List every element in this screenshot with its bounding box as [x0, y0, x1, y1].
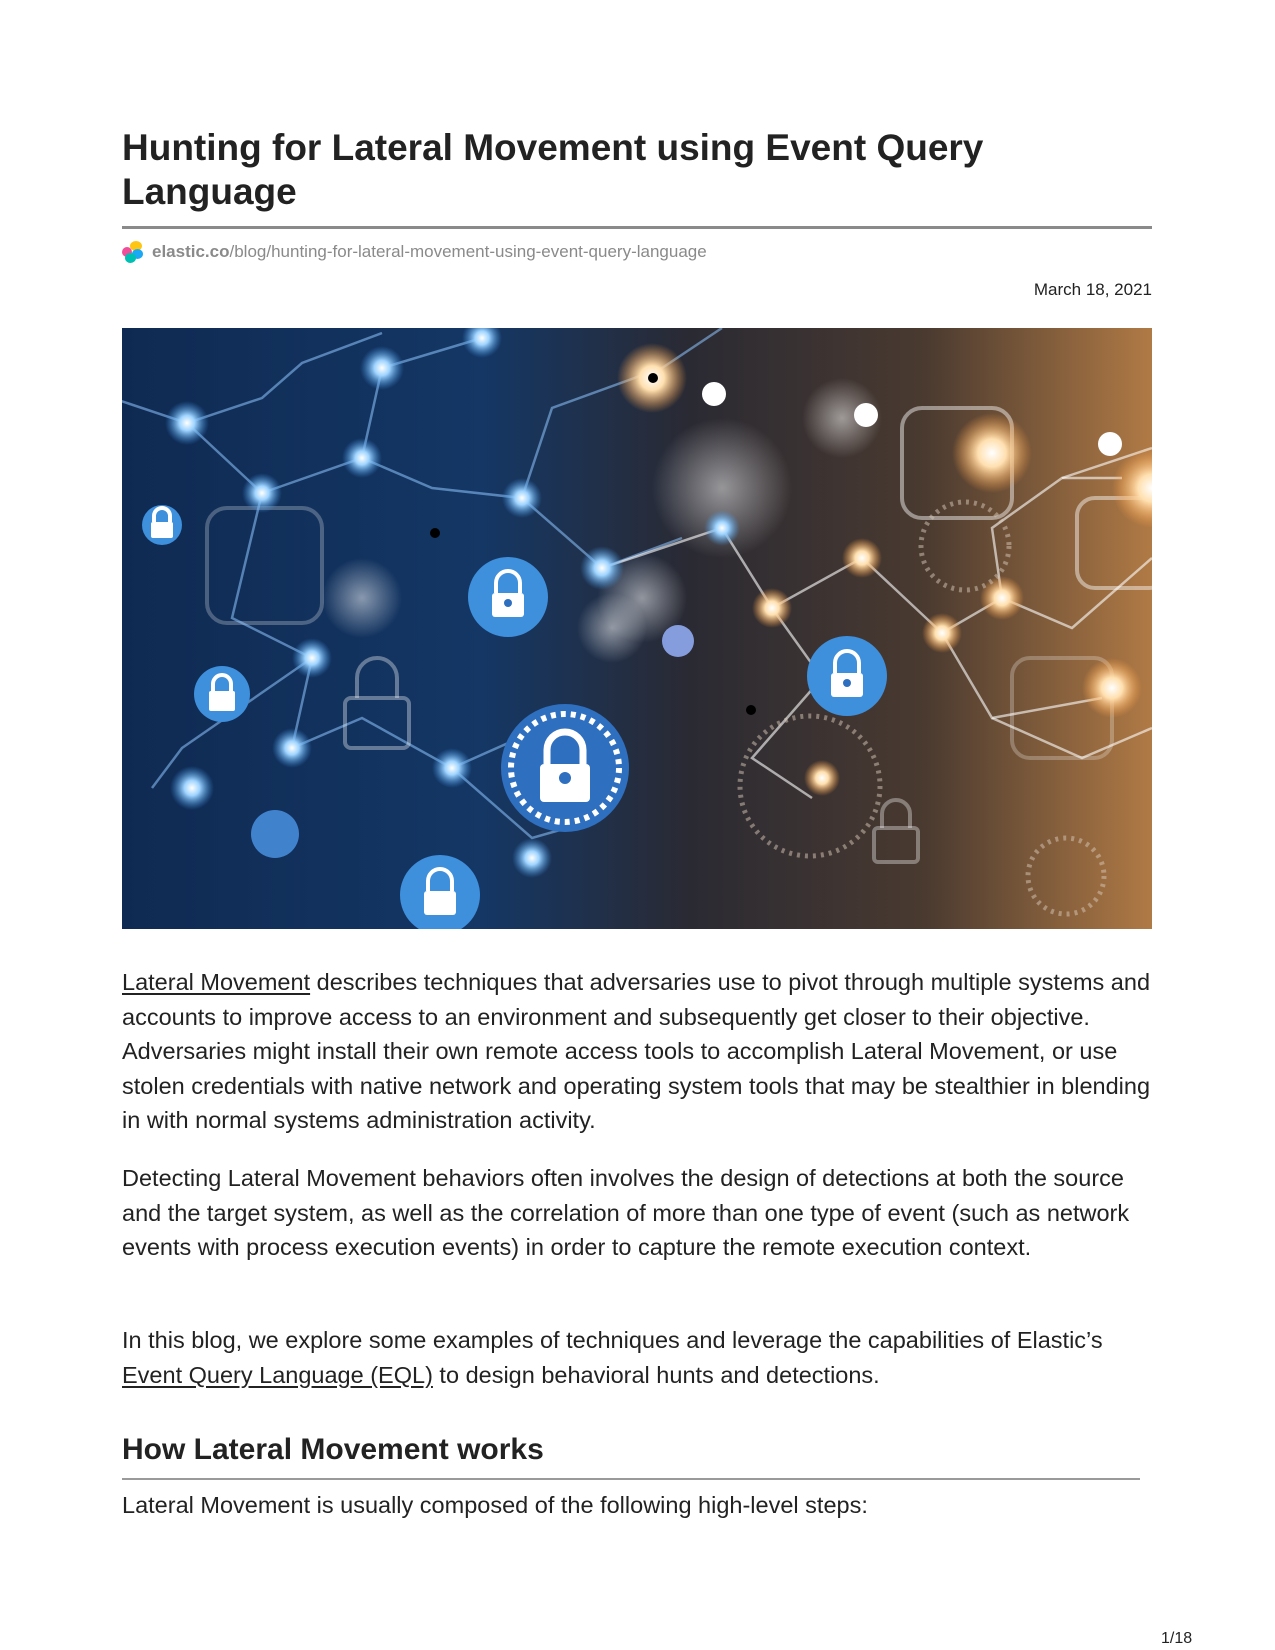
intro-paragraph-text: describes techniques that adversaries use to pivot through multiple systems and accounts to improve access to an environment and subsequently get closer to their objective. Adversaries might install their own remote access tools to accomplish Lateral Movement, or use stolen credentials with native network and operating system tools that may be stealthier in blending in with normal systems administration activity. — [122, 969, 1151, 1133]
article-title: Hunting for Lateral Movement using Event Query Language — [122, 127, 984, 212]
lateral-movement-link[interactable]: Lateral Movement — [122, 969, 311, 995]
section-heading: How Lateral Movement works — [122, 1433, 544, 1466]
eql-link[interactable]: Event Query Language (EQL) — [122, 1361, 433, 1388]
detection-paragraph: Detecting Lateral Movement behaviors often involves the design of detections at both the source and the target system, as well as the correlation of more than one type of event (such as network events with process execution events) in order to capture the remote execution context. — [122, 1165, 1130, 1260]
section-divider — [122, 1478, 1140, 1480]
elastic-logo-icon — [122, 241, 144, 263]
page-number: 1/18 — [1161, 1630, 1193, 1647]
eql-paragraph-after: to design behavioral hunts and detections. — [432, 1361, 880, 1388]
network-padlock-hero-image — [122, 328, 1152, 929]
intro-paragraph — [122, 965, 1152, 1138]
eql-paragraph-before: In this blog, we explore some examples of techniques and leverage the capabilities of Elastic’s — [122, 1327, 1103, 1353]
title-divider — [122, 226, 1152, 229]
eql-paragraph — [122, 1323, 1152, 1392]
publish-date: March 18, 2021 — [1033, 280, 1152, 299]
source-path: /blog/hunting-for-lateral-movement-using-event-query-language — [229, 242, 707, 261]
steps-intro-paragraph: Lateral Movement is usually composed of the following high-level steps: — [122, 1492, 868, 1518]
source-url[interactable] — [122, 240, 707, 264]
source-domain: elastic.co — [152, 242, 230, 261]
